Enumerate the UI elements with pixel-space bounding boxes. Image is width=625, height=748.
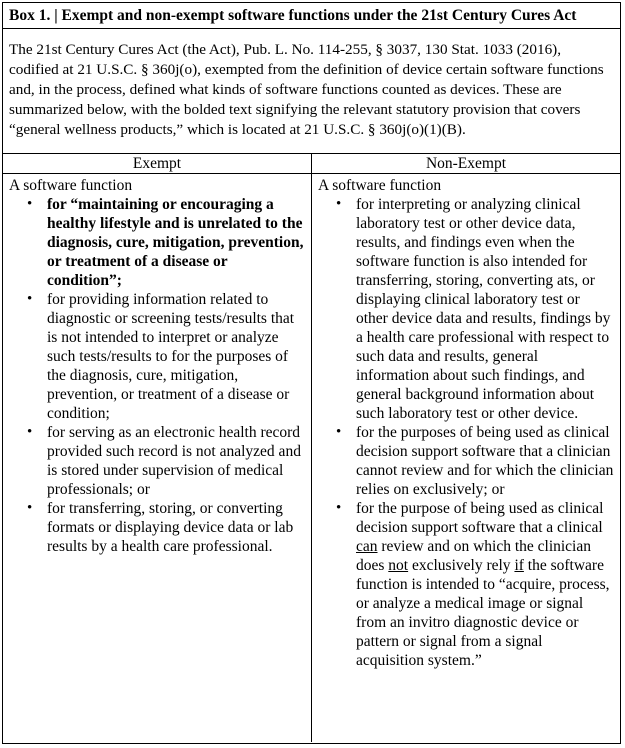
list-item-text: for serving as an electronic health record provided such record is not analyzed and is stored under supervision of medical professionals; or: [47, 424, 301, 498]
bullet-icon: •: [336, 500, 342, 516]
text-part: exclusively rely: [408, 557, 515, 574]
list-item: [23, 195, 305, 290]
text-part: review and on which the clinician does: [356, 538, 591, 574]
underlined-text: not: [388, 557, 409, 574]
table-header-row: [3, 154, 620, 174]
underlined-text: if: [514, 557, 524, 574]
list-item-text: for transferring, storing, or converting formats or displaying device data or lab results by a health care professional.: [47, 500, 294, 555]
header-exempt: Exempt: [3, 154, 312, 173]
bullet-icon: •: [27, 424, 33, 440]
exempt-lead: A software function: [9, 177, 133, 194]
bullet-icon: •: [336, 424, 342, 440]
text-part: for the purpose of being used as clinical decision support software that a clinical: [356, 500, 604, 536]
list-item: [23, 423, 305, 499]
bullet-icon: •: [27, 500, 33, 516]
box-1: [2, 2, 621, 744]
bullet-icon: •: [27, 196, 33, 212]
header-non-exempt: Non-Exempt: [425, 155, 507, 172]
list-item-text: for “maintaining or encouraging a healthy lifestyle and is unrelated to the diagnosis, cure, mitigation, prevention, or treatment of a disease or condition”;: [47, 196, 304, 289]
list-item: [23, 499, 305, 556]
exempt-list: [9, 195, 305, 556]
comparison-table: [3, 154, 620, 742]
intro-paragraph: The 21st Century Cures Act (the Act), Pub. L. No. 114-255, § 3037, 130 Stat. 1033 (2016), codified at 21 U.S.C. § 360j(o), exempted from the definition of device certain software functions and, in the process, defined what kinds of software functions counted as devices. These are summarized below, with the bolded text signifying the relevant statutory provision that covers “general wellness products,” which is located at 21 U.S.C. § 360j(o)(1)(B).: [3, 29, 620, 154]
exempt-cell: [3, 174, 312, 742]
list-item: [332, 423, 614, 499]
non-exempt-list: [318, 195, 614, 670]
bullet-icon: •: [336, 196, 342, 212]
list-item: [23, 290, 305, 423]
list-item: [332, 499, 614, 670]
list-item-text: for providing information related to diagnostic or screening tests/results that is not intended to interpret or analyze such tests/results to for the purposes of the diagnosis, cure, mitigation, prevention, or treatment of a disease or condition;: [47, 291, 295, 422]
list-item-text: for the purposes of being used as clinical decision support software that a clinician cannot review and for which the clinician relies on exclusively; or: [356, 424, 614, 498]
text-part: the software function is intended to “acquire, process, or analyze a medical image or signal from an invitro diagnostic device or pattern or signal from a signal acquisition system.”: [356, 557, 610, 669]
underlined-text: can: [356, 538, 378, 555]
table-body-row: [3, 174, 620, 742]
box-title: Box 1. | Exempt and non-exempt software functions under the 21st Century Cures Act: [3, 3, 620, 29]
non-exempt-cell: [312, 174, 620, 742]
list-item-text: [356, 500, 610, 669]
list-item: [332, 195, 614, 423]
list-item-text: for interpreting or analyzing clinical laboratory test or other device data, results, and findings even when the software function is also intended for transferring, storing, converting ats, or displaying clinical laboratory test or other device data and results, findings by a health care professional with respect to such data and results, general information about such findings, and general background information about such laboratory test or other device.: [356, 196, 611, 422]
bullet-icon: •: [27, 291, 33, 307]
non-exempt-lead: A software function: [318, 177, 442, 194]
